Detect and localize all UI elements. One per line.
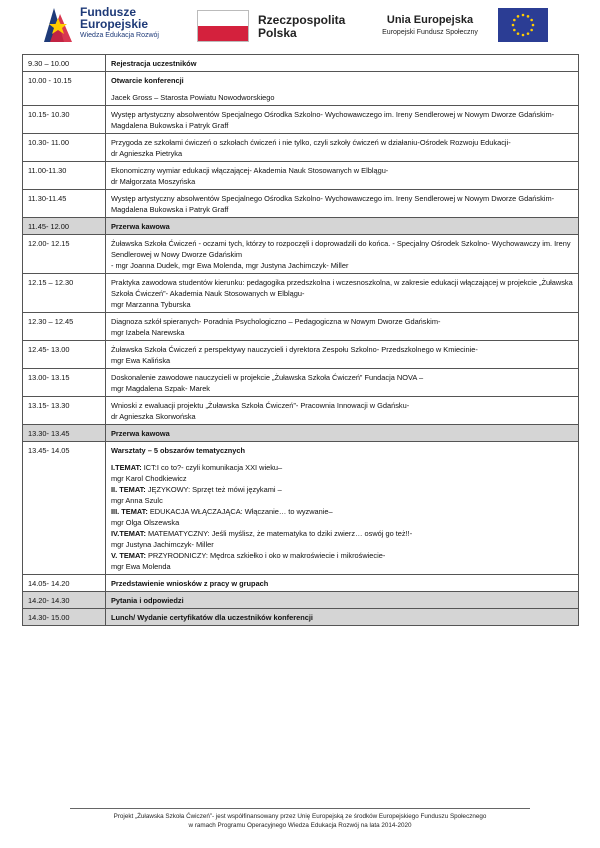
- row-content: [106, 106, 579, 134]
- row-line: mgr Marzanna Tyburska: [111, 300, 191, 309]
- row-content: [106, 72, 579, 106]
- schedule-row: [23, 592, 579, 609]
- row-time: 12.00- 12.15: [23, 235, 106, 274]
- row-content: [106, 425, 579, 442]
- workshop-topic-text: EDUKACJA WŁĄCZAJĄCA: Włączanie… to wyzwanie–: [147, 507, 333, 516]
- rp-line-1: Rzeczpospolita: [258, 13, 346, 27]
- row-line: mgr Ewa Kalińska: [111, 356, 171, 365]
- schedule-row: [23, 425, 579, 442]
- ue-subtitle: Europejski Fundusz Społeczny: [382, 29, 478, 36]
- schedule-row: [23, 190, 579, 218]
- conference-schedule-table: [22, 54, 579, 626]
- workshop-topic: [111, 550, 573, 561]
- schedule-row: [23, 218, 579, 235]
- row-title: Przedstawienie wniosków z pracy w grupach: [111, 579, 269, 588]
- row-time: 11.45- 12.00: [23, 218, 106, 235]
- schedule-row: [23, 274, 579, 313]
- row-time: 12.45- 13.00: [23, 341, 106, 369]
- workshop-topic: [111, 484, 573, 495]
- row-content: [106, 313, 579, 341]
- row-title: Rejestracja uczestników: [111, 59, 197, 68]
- schedule-row: [23, 235, 579, 274]
- rp-line-2: Polska: [258, 26, 297, 40]
- row-time: 14.20- 14.30: [23, 592, 106, 609]
- row-content: [106, 235, 579, 274]
- schedule-row: [23, 72, 579, 106]
- polish-flag-icon: [197, 10, 249, 42]
- eu-star-icon: [530, 29, 533, 32]
- row-line: mgr Magdalena Szpak- Marek: [111, 384, 210, 393]
- workshop-label: III. TEMAT:: [111, 507, 148, 516]
- row-line: Praktyka zawodowa studentów kierunku: pedagogika przedszkolna i wczesnoszkolna, w zakresie edukacji włączającej w projekcie „Żuławska Szkoła Ćwiczeń”- Akademia Nauk Stosowanych w Elblągu-: [111, 278, 573, 298]
- row-line: dr Małgorzata Moszyńska: [111, 177, 196, 186]
- row-line: Jacek Gross – Starosta Powiatu Nowodworskiego: [111, 93, 275, 102]
- row-content: [106, 442, 579, 575]
- row-content: [106, 369, 579, 397]
- schedule-row: [23, 369, 579, 397]
- row-content: [106, 55, 579, 72]
- schedule-row: [23, 162, 579, 190]
- workshop-topic: [111, 528, 573, 539]
- workshop-label: IV.TEMAT:: [111, 529, 146, 538]
- row-content: [106, 609, 579, 626]
- schedule-row: [23, 397, 579, 425]
- row-line: mgr Izabela Narewska: [111, 328, 185, 337]
- footer-line-1: Projekt „Żuławska Szkoła Ćwiczeń”- jest współfinansowany przez Unię Europejską ze środków Europejskiego Funduszu Społecznego: [113, 813, 487, 820]
- schedule-row: [23, 442, 579, 575]
- row-time: 11.30-11.45: [23, 190, 106, 218]
- schedule-row: [23, 134, 579, 162]
- row-title: Przerwa kawowa: [111, 429, 170, 438]
- schedule-row: [23, 341, 579, 369]
- eu-star-icon: [513, 29, 516, 32]
- row-line: dr Agnieszka Pietryka: [111, 149, 183, 158]
- workshop-person: mgr Karol Chodkiewicz: [111, 474, 187, 483]
- row-line: Magdalena Bukowska i Patryk Graff: [111, 121, 229, 130]
- workshop-topic: [111, 462, 573, 473]
- workshop-topic-text: ICT:I co to?- czyli komunikacja XXI wieku–: [141, 463, 283, 472]
- workshop-topic-text: JĘZYKOWY: Sprzęt też mówi językami –: [145, 485, 282, 494]
- fundusze-europejskie-logo: [40, 4, 190, 48]
- row-line: Występ artystyczny absolwentów Specjalnego Ośrodka Szkolno- Wychowawczego im. Ireny Sendlerowej w Nowym Dworze Gdańskim-: [111, 194, 555, 203]
- row-title: Pytania i odpowiedzi: [111, 596, 184, 605]
- row-time: 13.15- 13.30: [23, 397, 106, 425]
- fe-title-line-2: Europejskie: [80, 17, 149, 31]
- row-time: 10.00 - 10.15: [23, 72, 106, 106]
- row-line: Ekonomiczny wymiar edukacji włączającej- Akademia Nauk Stosowanych w Elblągu-: [111, 166, 389, 175]
- eu-star-icon: [527, 15, 530, 18]
- row-time: 10.30- 11.00: [23, 134, 106, 162]
- workshop-label: I.TEMAT:: [111, 463, 142, 472]
- workshop-topic-text: PRZYRODNICZY: Mędrca szkiełko i oko w makroświecie i mikroświecie-: [145, 551, 386, 560]
- row-title: Otwarcie konferencji: [111, 76, 184, 85]
- row-content: [106, 134, 579, 162]
- footer-line-2: w ramach Programu Operacyjnego Wiedza Edukacja Rozwój na lata 2014-2020: [188, 822, 412, 829]
- schedule-row: [23, 55, 579, 72]
- row-line: Występ artystyczny absolwentów Specjalnego Ośrodka Szkolno- Wychowawczego im. Ireny Sendlerowej w Nowym Dworze Gdańskim-: [111, 110, 555, 119]
- row-content: [106, 218, 579, 235]
- eu-star-icon: [517, 15, 520, 18]
- ue-title: Unia Europejska: [386, 14, 474, 26]
- row-time: 12.30 – 12.45: [23, 313, 106, 341]
- schedule-row: [23, 609, 579, 626]
- footer: [60, 812, 540, 830]
- rzeczpospolita-logo-text: [258, 14, 345, 40]
- eu-star-icon: [517, 32, 520, 35]
- fe-title-line-1: Fundusze: [80, 5, 136, 19]
- row-title: Lunch/ Wydanie certyfikatów dla uczestników konferencji: [111, 613, 313, 622]
- eu-star-icon: [513, 19, 516, 22]
- workshop-topic: [111, 506, 573, 517]
- row-line: - mgr Joanna Dudek, mgr Ewa Molenda, mgr Justyna Jachimczyk- Miller: [111, 261, 349, 270]
- fe-star-logo-icon: [40, 4, 76, 44]
- row-content: [106, 341, 579, 369]
- row-content: [106, 397, 579, 425]
- row-time: 14.30- 15.00: [23, 609, 106, 626]
- row-content: [106, 575, 579, 592]
- eu-star-icon: [512, 24, 515, 27]
- workshop-label: V. TEMAT:: [111, 551, 146, 560]
- logo-header: [0, 0, 600, 54]
- row-line: Wnioski z ewaluacji projektu „Żuławska Szkoła Ćwiczeń”- Pracownia Innowacji w Gdańsku-: [111, 401, 410, 410]
- row-content: [106, 274, 579, 313]
- eu-star-icon: [530, 19, 533, 22]
- row-content: [106, 592, 579, 609]
- row-line: Żuławska Szkoła Ćwiczeń z perspektywy nauczycieli i dyrektora Zespołu Szkolno- Przedszkolnego w Kmiecinie-: [111, 345, 478, 354]
- row-line: Żuławska Szkoła Ćwiczeń - oczami tych, którzy to rozpoczęli i doprowadzili do końca. - Specjalny Ośrodek Szkolno- Wychowawczy im. Ireny Sendlerowej w Nowy Dworze Gdańskim: [111, 239, 571, 259]
- workshop-person: mgr Ewa Molenda: [111, 562, 171, 571]
- fe-subtitle: Wiedza Edukacja Rozwój: [80, 32, 159, 39]
- footer-divider: [70, 808, 530, 809]
- workshop-label: II. TEMAT:: [111, 485, 146, 494]
- row-time: 13.30- 13.45: [23, 425, 106, 442]
- eu-star-icon: [522, 14, 525, 17]
- workshop-person: mgr Olga Olszewska: [111, 518, 180, 527]
- row-line: Diagnoza szkół spieranych- Poradnia Psychologiczno – Pedagogiczna w Nowym Dworze Gdańskim-: [111, 317, 441, 326]
- row-time: 13.00- 13.15: [23, 369, 106, 397]
- eu-star-icon: [532, 24, 535, 27]
- row-line: Magdalena Bukowska i Patryk Graff: [111, 205, 229, 214]
- row-time: 10.15- 10.30: [23, 106, 106, 134]
- row-time: 13.45- 14.05: [23, 442, 106, 575]
- row-content: [106, 162, 579, 190]
- row-title: Przerwa kawowa: [111, 222, 170, 231]
- row-time: 14.05- 14.20: [23, 575, 106, 592]
- row-title: Warsztaty – 5 obszarów tematycznych: [111, 446, 246, 455]
- schedule-row: [23, 106, 579, 134]
- row-content: [106, 190, 579, 218]
- schedule-row: [23, 575, 579, 592]
- workshop-topic-text: MATEMATYCZNY: Jeśli myślisz, że matematyka to dziki zwierz… oswój go też!!-: [145, 529, 413, 538]
- eu-flag-icon: [498, 8, 548, 42]
- row-line: Doskonalenie zawodowe nauczycieli w projekcie „Żuławska Szkoła Ćwiczeń” Fundacja NOVA –: [111, 373, 424, 382]
- row-time: 9.30 – 10.00: [23, 55, 106, 72]
- row-time: 12.15 – 12.30: [23, 274, 106, 313]
- workshop-person: mgr Justyna Jachimczyk- Miller: [111, 540, 214, 549]
- schedule-row: [23, 313, 579, 341]
- workshop-person: mgr Anna Szulc: [111, 496, 163, 505]
- row-line: Przygoda ze szkołami ćwiczeń o szkołach ćwiczeń i nie tylko, czyli szkoły ćwiczeń w działaniu-Ośrodek Rozwoju Edukacji-: [111, 138, 511, 147]
- row-time: 11.00-11.30: [23, 162, 106, 190]
- unia-europejska-logo-text: [370, 14, 490, 36]
- eu-star-icon: [522, 34, 525, 37]
- eu-star-icon: [527, 32, 530, 35]
- row-line: dr Agnieszka Skorwońska: [111, 412, 196, 421]
